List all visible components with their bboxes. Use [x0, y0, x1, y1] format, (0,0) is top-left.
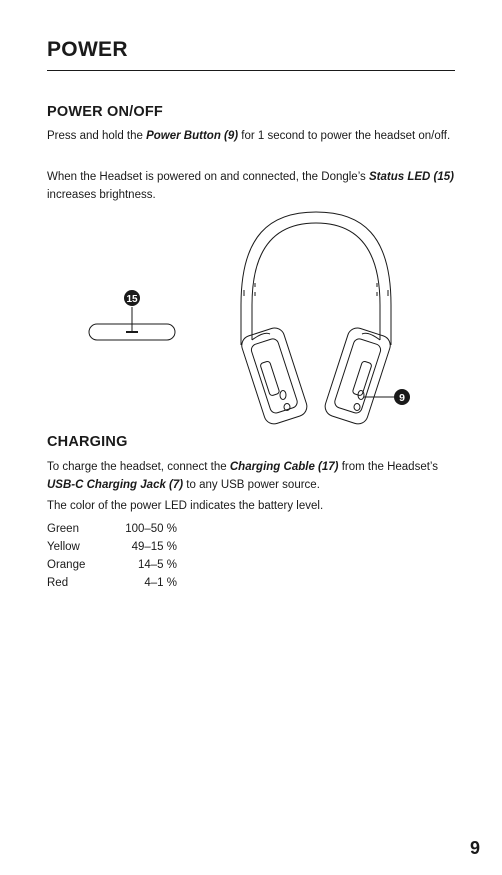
- status-led-callout-label: 15: [126, 294, 138, 305]
- page-number: 9: [469, 838, 480, 858]
- headset-illustration: [239, 212, 394, 426]
- power-instructions-paragraph: Press and hold the Power Button (9) for 1 second to power the headset on/off.: [47, 130, 451, 142]
- battery-level-row: [47, 574, 177, 592]
- battery-level-color: Green: [47, 523, 79, 535]
- battery-level-color: Red: [47, 577, 69, 589]
- page-title: POWER: [47, 38, 128, 61]
- dongle-illustration: [89, 290, 175, 340]
- power-button-callout-label: 9: [399, 392, 405, 404]
- usb-c-jack-reference: USB-C Charging Jack (7): [47, 479, 184, 491]
- battery-level-row: [47, 520, 177, 538]
- battery-level-range: 4–1 %: [144, 577, 177, 589]
- power-on-off-heading: POWER ON/OFF: [47, 104, 163, 120]
- power-button-callout-group: [394, 389, 410, 405]
- battery-level-color: Yellow: [47, 541, 80, 553]
- battery-level-color: Orange: [47, 559, 86, 571]
- battery-level-range: 49–15 %: [131, 541, 177, 553]
- charging-cable-reference: Charging Cable (17): [229, 461, 339, 473]
- status-led-reference: Status LED (15): [369, 171, 454, 183]
- battery-level-table: [47, 520, 177, 592]
- charging-heading: CHARGING: [47, 434, 128, 450]
- power-button-reference: Power Button (9): [146, 130, 239, 142]
- charging-instructions-paragraph: To charge the headset, connect the Charging Cable (17) from the Headset’s USB-C Charging Jack (7) to any USB power source.: [47, 461, 439, 491]
- status-led-paragraph: When the Headset is powered on and connected, the Dongle’s Status LED (15) increases brightness.: [47, 171, 454, 201]
- battery-level-row: [47, 538, 177, 556]
- led-color-paragraph: The color of the power LED indicates the battery level.: [47, 500, 324, 512]
- headset-and-dongle-illustration: [0, 0, 502, 430]
- battery-level-range: 100–50 %: [125, 523, 177, 535]
- battery-level-range: 14–5 %: [137, 559, 177, 571]
- battery-level-row: [47, 556, 177, 574]
